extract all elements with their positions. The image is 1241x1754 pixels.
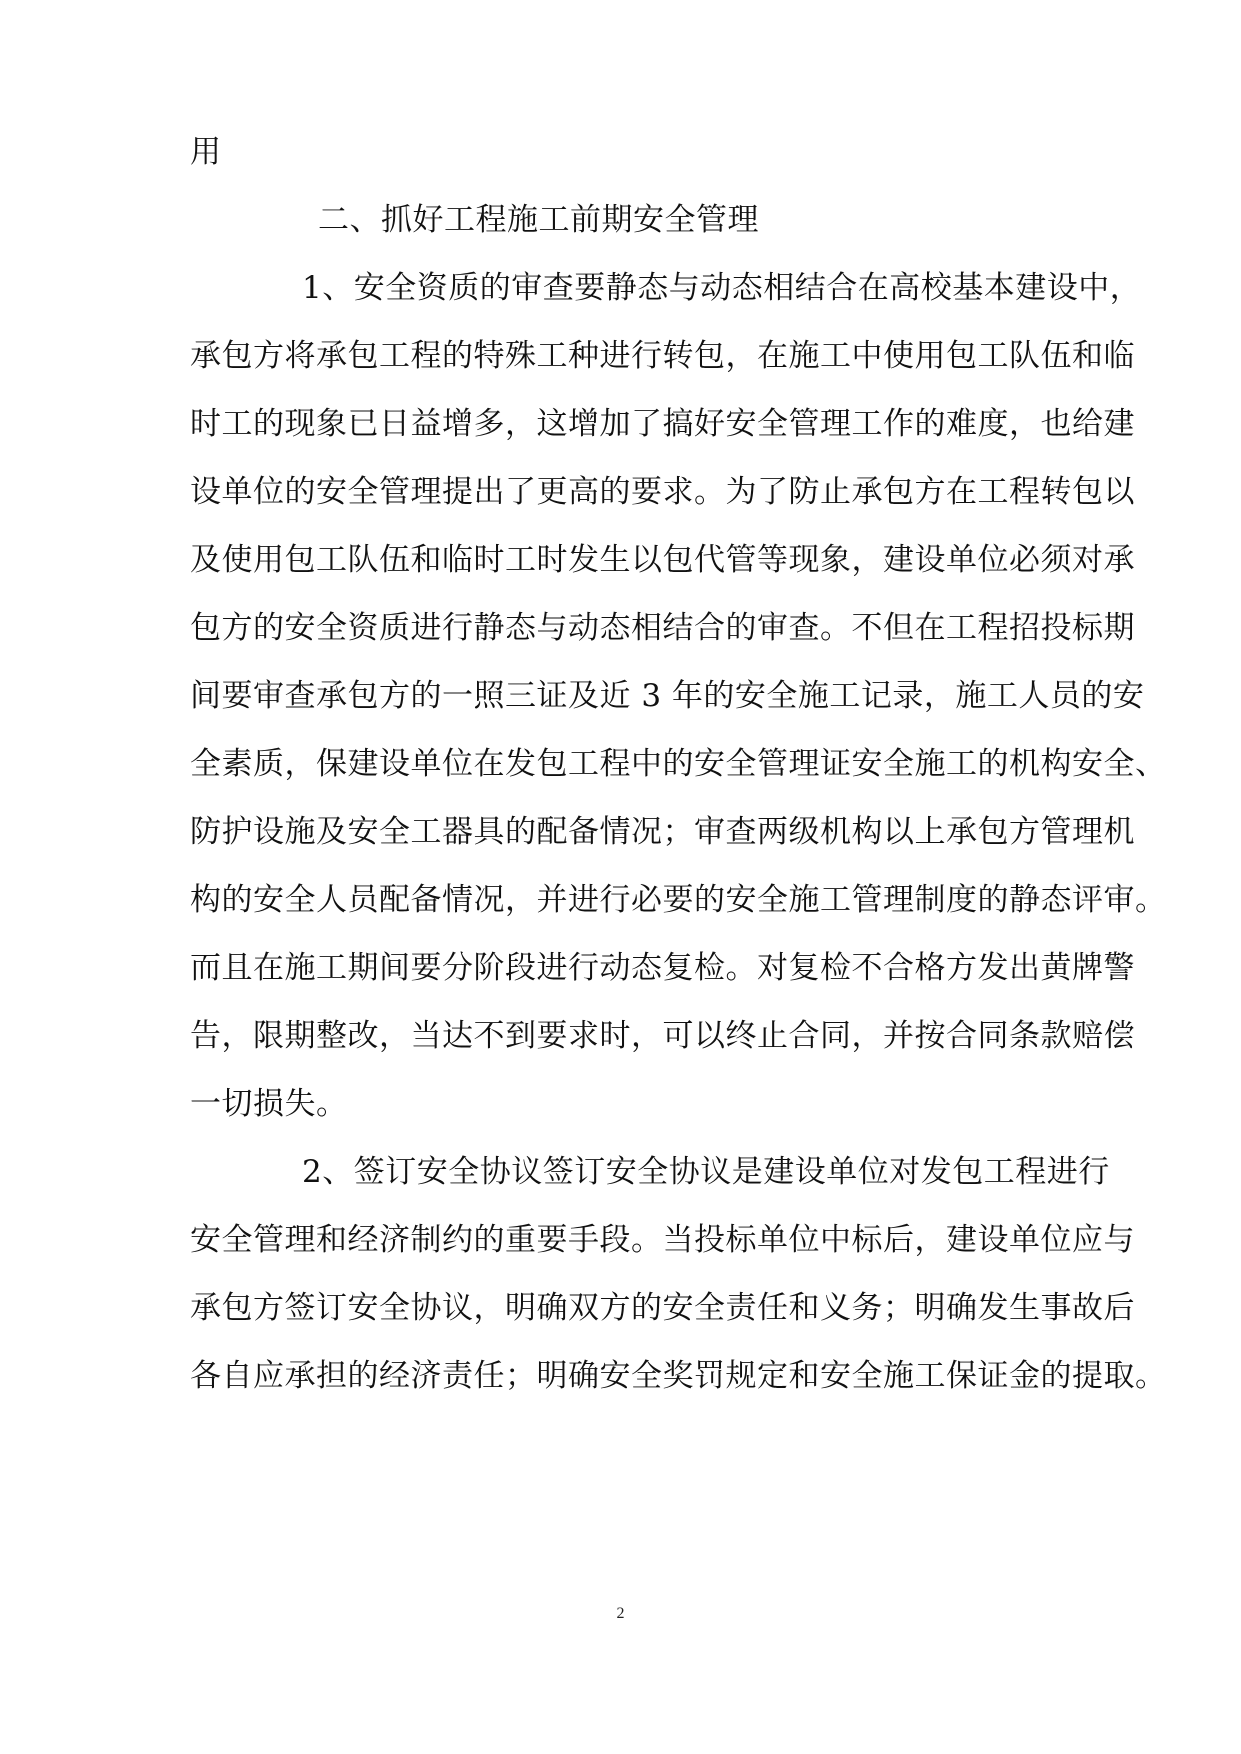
paragraph-line: 一切损失。: [190, 1086, 348, 1122]
paragraph-line: 包方的安全资质进行静态与动态相结合的审查。不但在工程招投标期: [190, 610, 1135, 646]
paragraph-line: 告，限期整改，当达不到要求时，可以终止合同，并按合同条款赔偿: [190, 1018, 1135, 1054]
paragraph-line: 承包方将承包工程的特殊工种进行转包，在施工中使用包工队伍和临: [190, 338, 1135, 374]
paragraph-line: 安全管理和经济制约的重要手段。当投标单位中标后，建设单位应与: [190, 1222, 1135, 1258]
paragraph-line: 1、安全资质的审查要静态与动态相结合在高校基本建设中，: [302, 270, 1142, 306]
paragraph-line: 承包方签订安全协议，明确双方的安全责任和义务；明确发生事故后: [190, 1290, 1135, 1326]
paragraph-line: 设单位的安全管理提出了更高的要求。为了防止承包方在工程转包以: [190, 474, 1135, 510]
paragraph-line: 全素质，保建设单位在发包工程中的安全管理证安全施工的机构安全、: [190, 746, 1167, 782]
paragraph-line: 时工的现象已日益增多，这增加了搞好安全管理工作的难度，也给建: [190, 406, 1135, 442]
paragraph-line: 间要审查承包方的一照三证及近 3 年的安全施工记录，施工人员的安: [190, 678, 1145, 714]
paragraph-line: 各自应承担的经济责任；明确安全奖罚规定和安全施工保证金的提取。: [190, 1358, 1167, 1394]
paragraph-line: 2、签订安全协议签订安全协议是建设单位对发包工程进行: [302, 1154, 1110, 1190]
paragraph-line: 防护设施及安全工器具的配备情况；审查两级机构以上承包方管理机: [190, 814, 1135, 850]
paragraph-line: 而且在施工期间要分阶段进行动态复检。对复检不合格方发出黄牌警: [190, 950, 1135, 986]
section-heading: 二、抓好工程施工前期安全管理: [318, 202, 759, 238]
continuation-line: 用: [190, 134, 222, 170]
page-number: 2: [616, 1605, 625, 1622]
paragraph-line: 构的安全人员配备情况，并进行必要的安全施工管理制度的静态评审。: [190, 882, 1167, 918]
paragraph-line: 及使用包工队伍和临时工时发生以包代管等现象，建设单位必须对承: [190, 542, 1135, 578]
